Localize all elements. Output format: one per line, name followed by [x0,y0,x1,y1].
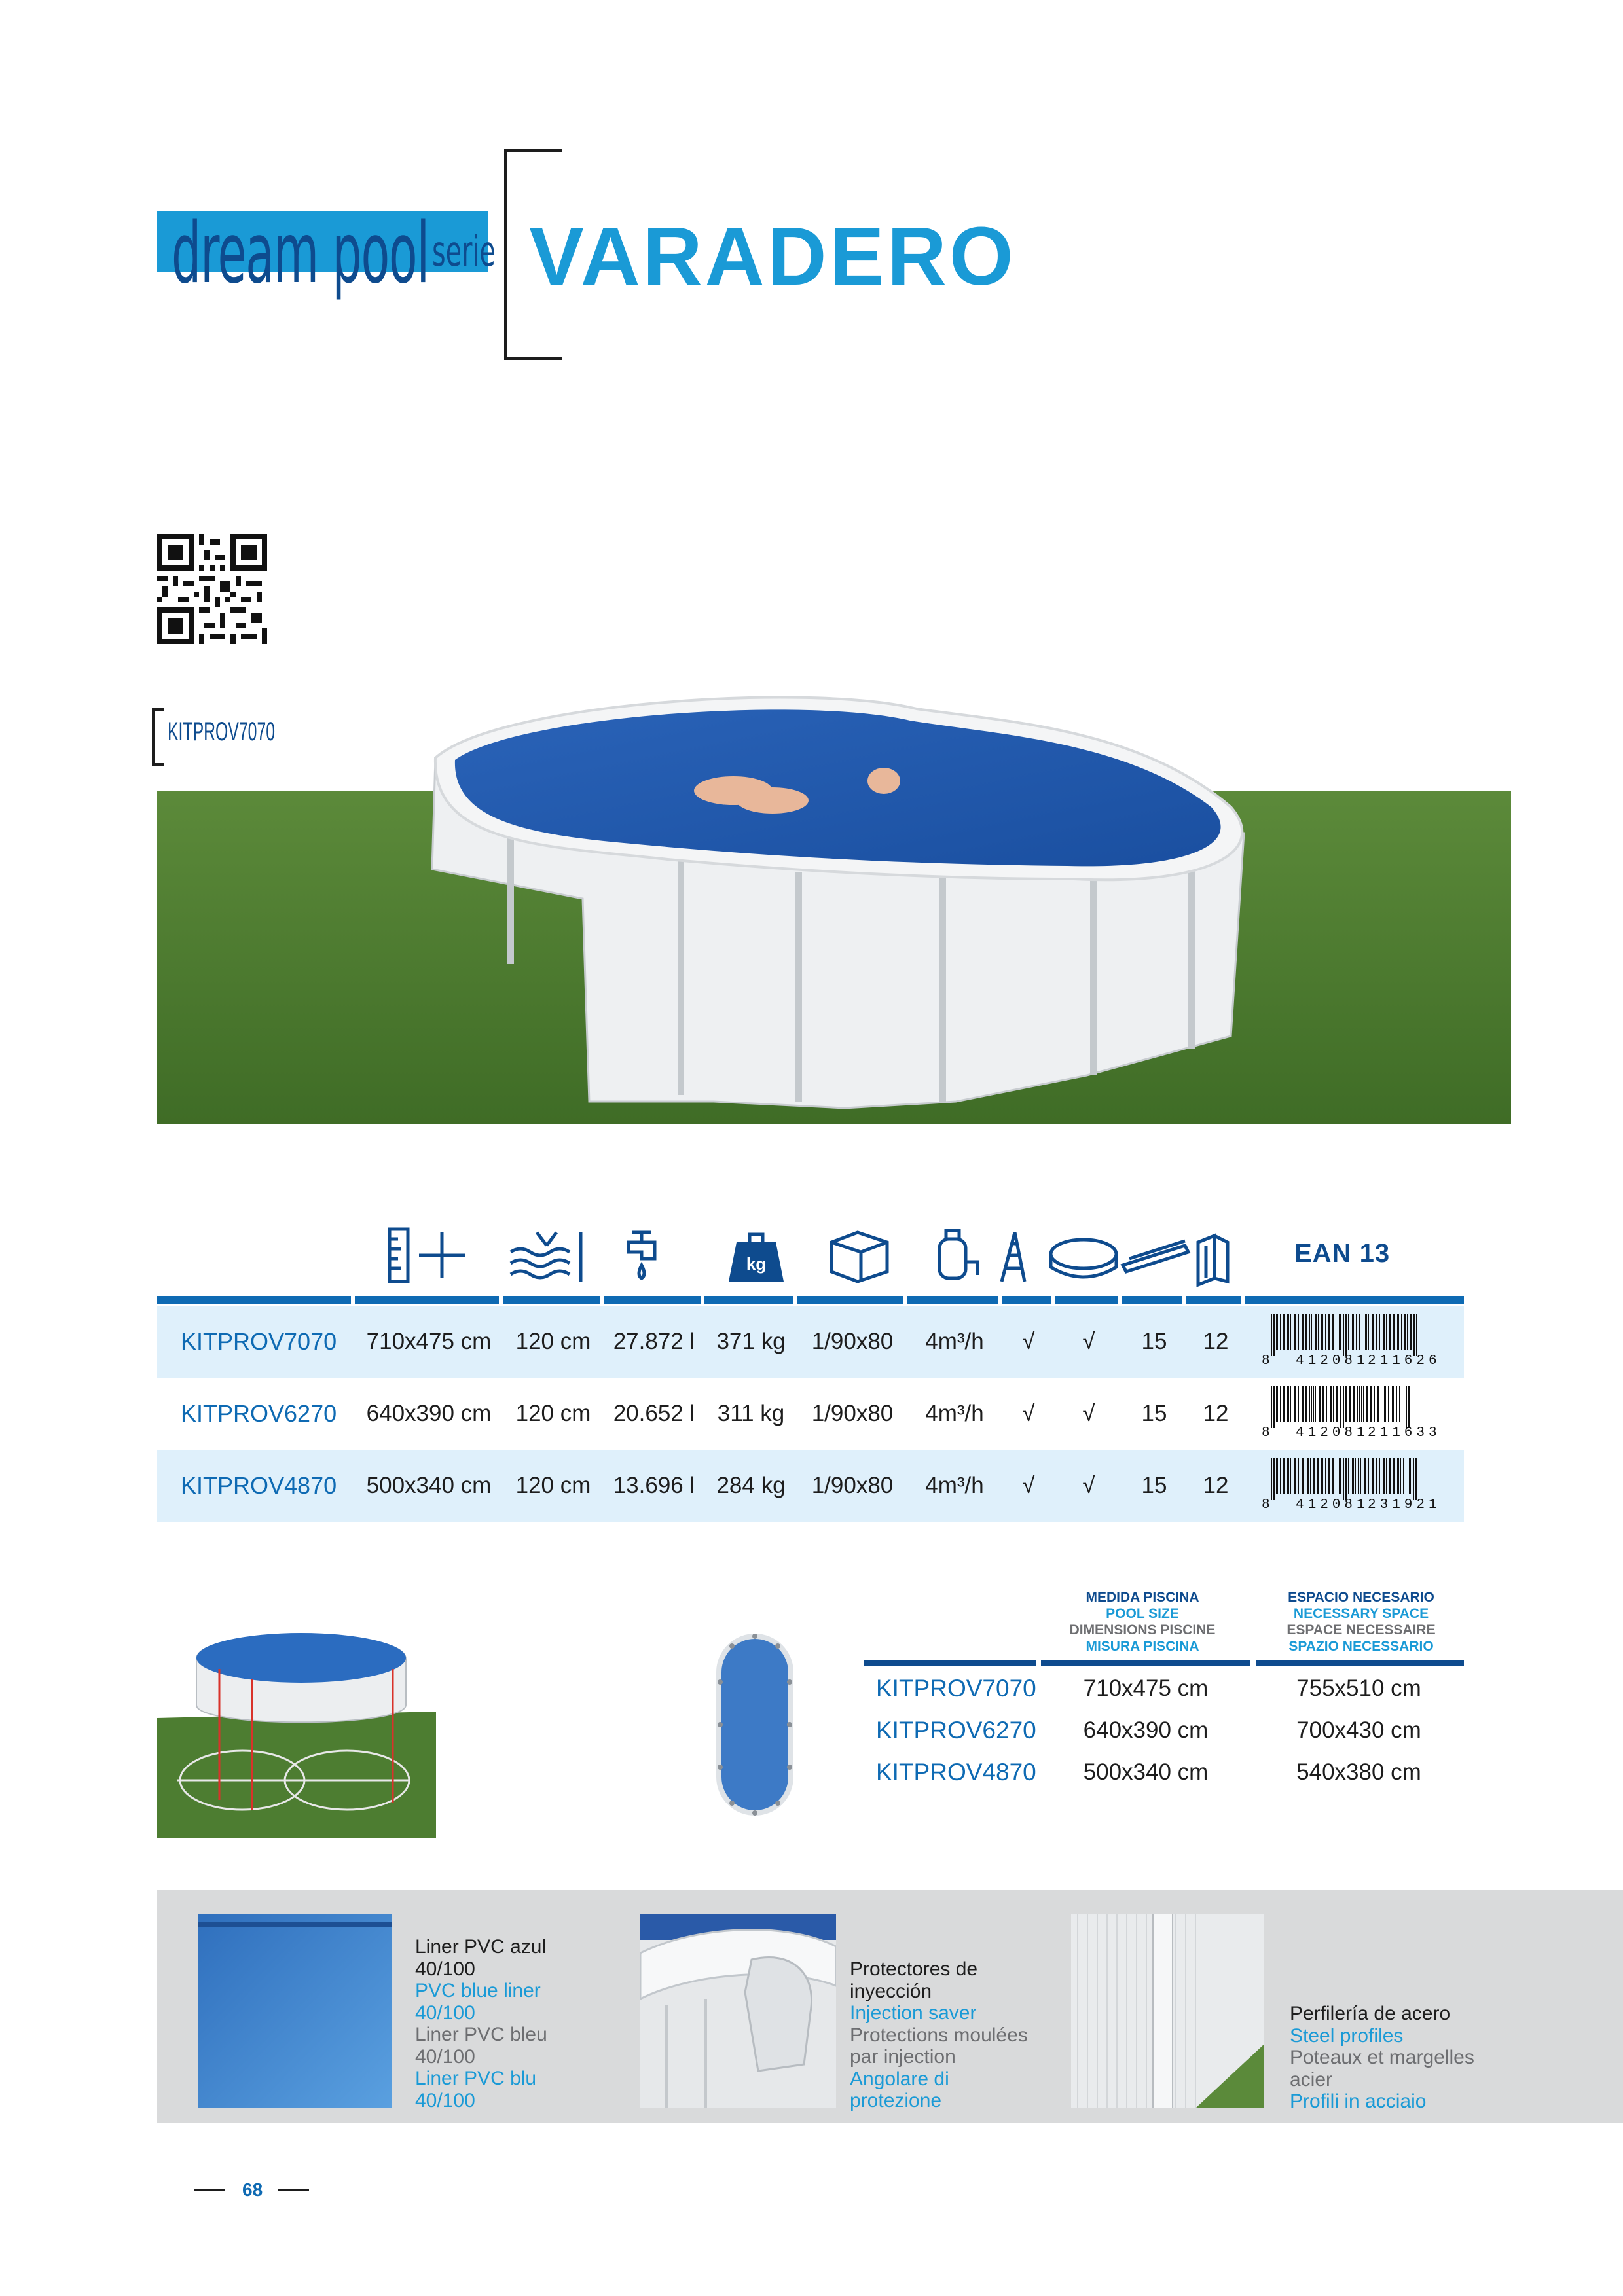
spec-cell-volume: 13.696 l [604,1450,704,1522]
spec-cell-box: 1/90x80 [797,1378,907,1450]
size-cell-code: KITPROV7070 [876,1675,1036,1702]
pool-top-view-diagram [712,1630,797,1820]
sheet-profile-icon [1123,1241,1188,1272]
ean-barcode-cell [1245,1306,1464,1378]
spec-cell-weight: 371 kg [704,1306,797,1378]
injection-saver-text [850,1958,1028,2112]
ean-barcode-cell [1245,1450,1464,1522]
size-table-row [864,1751,1464,1793]
spec-cell-cover: √ [1055,1306,1122,1378]
spec-cell-weight: 311 kg [704,1378,797,1450]
space-header [1258,1589,1464,1655]
spec-cell-size: 640x390 cm [355,1378,503,1450]
water-tap-icon [629,1232,655,1278]
spec-rule-seg [797,1296,903,1304]
spec-rule-seg [1122,1296,1182,1304]
accessory-line: Liner PVC blu [415,2068,537,2089]
size-cell-space: 700x430 cm [1296,1717,1421,1743]
accessory-line: 40/100 [415,2001,475,2024]
page-number-rule-right [278,2189,309,2191]
spec-table-row [157,1450,1464,1522]
size-cell-space: 755x510 cm [1296,1676,1421,1701]
qr-code [157,534,267,644]
pool-size-header [1038,1589,1247,1655]
spec-cell-height: 120 cm [503,1378,604,1450]
ean-digits: 412081 [1296,1497,1369,1511]
ean-digits: 231921 [1368,1497,1441,1511]
spec-rule-seg [1186,1296,1241,1304]
spec-rule-seg [157,1296,351,1304]
spec-cell-height: 120 cm [503,1306,604,1378]
ean-digits: 412081 [1296,1425,1369,1439]
size-table [864,1668,1464,1793]
spec-rule-seg [907,1296,998,1304]
spec-cell-box: 1/90x80 [797,1450,907,1522]
ean-barcode [1256,1312,1453,1367]
spec-cell-code: KITPROV4870 [157,1450,355,1522]
size-cell-pool: 500x340 cm [1083,1759,1209,1785]
accessory-line: protezione [850,2090,942,2111]
spec-cell-height: 120 cm [503,1450,604,1522]
accessory-line: Steel profiles [1290,2024,1404,2047]
ean-digits: 211633 [1368,1425,1441,1439]
accessory-line: Perfilería de acero [1290,2003,1451,2024]
space-header-es: ESPACIO NECESARIO [1288,1590,1434,1605]
installation-diagram [157,1613,436,1838]
spec-cell-ladder: √ [1002,1378,1055,1450]
spec-cell-ladder: √ [1002,1306,1055,1378]
ean-barcode-cell [1245,1378,1464,1450]
ladder-icon [1002,1232,1025,1282]
spec-cell-cover: √ [1055,1378,1122,1450]
sand-filter-icon [939,1230,977,1278]
spec-cell-weight: 284 kg [704,1450,797,1522]
spec-icons-row [157,1216,1464,1292]
spec-cell-c2: 12 [1186,1378,1245,1450]
spec-cell-code: KITPROV6270 [157,1378,355,1450]
spec-cell-code: KITPROV7070 [157,1306,355,1378]
accessory-line: par injection [850,2046,956,2068]
liner-photo [198,1914,392,2108]
spec-rule-seg [1055,1296,1118,1304]
injection-saver-photo [640,1914,836,2108]
ean-digits: 211626 [1368,1353,1441,1367]
spec-cell-c2: 12 [1186,1450,1245,1522]
size-table-row [864,1710,1464,1751]
accessory-line: PVC blue liner [415,1980,541,2001]
pool-photo [157,683,1511,1124]
spec-cell-volume: 20.652 l [604,1378,704,1450]
accessory-line: Angolare di [850,2068,949,2090]
accessory-line: acier [1290,2068,1333,2090]
size-cell-code: KITPROV4870 [876,1759,1036,1785]
page-title: VARADERO [529,210,1016,302]
size-rule-seg [864,1660,1036,1666]
accessory-line: Poteaux et margelles [1290,2047,1474,2068]
spec-cell-cover: √ [1055,1450,1122,1522]
photo-label-bracket [152,708,164,766]
steel-profile-text [1290,2003,1474,2113]
spec-cell-box: 1/90x80 [797,1306,907,1378]
size-cell-code: KITPROV6270 [876,1717,1036,1744]
pool-size-header-fr: DIMENSIONS PISCINE [1069,1623,1216,1638]
spec-table-row [157,1306,1464,1378]
steel-profile-photo [1071,1914,1264,2108]
ean-digits: 8 [1262,1497,1274,1511]
spec-cell-filter: 4m³/h [907,1450,1002,1522]
spec-rule-seg [355,1296,499,1304]
page-number: 68 [242,2179,263,2200]
spec-table-row [157,1378,1464,1450]
ean-barcode [1256,1456,1453,1511]
brand-name: dream pool [172,205,429,302]
spec-cell-c1: 15 [1122,1450,1186,1522]
pool-size-header-en: POOL SIZE [1106,1606,1179,1621]
spec-table [157,1306,1464,1522]
size-cell-pool: 640x390 cm [1083,1717,1209,1743]
liner-text [415,1936,547,2111]
photo-model-label: KITPROV7070 [168,717,276,746]
spec-cell-size: 710x475 cm [355,1306,503,1378]
size-rule-seg [1041,1660,1250,1666]
ean-barcode [1256,1384,1453,1439]
spec-rule-seg [1245,1296,1464,1304]
spec-cell-c1: 15 [1122,1378,1186,1450]
ruler-dimensions-icon [390,1229,465,1282]
accessory-line: inyección [850,1980,932,2002]
accessory-line: 40/100 [415,2045,475,2068]
pool-depth-icon [511,1232,581,1282]
spec-rule-seg [503,1296,600,1304]
accessory-line: Liner PVC azul [415,1936,547,1958]
pool-size-header-es: MEDIDA PISCINA [1085,1590,1199,1605]
pool-cover-icon [1051,1240,1116,1277]
ean-digits: 412081 [1296,1353,1369,1367]
ean-header: EAN 13 [1294,1239,1391,1268]
ean-digits: 8 [1262,1425,1274,1439]
spec-cell-c1: 15 [1122,1306,1186,1378]
spec-rule-seg [1002,1296,1051,1304]
spec-rule-seg [604,1296,701,1304]
ean-digits: 8 [1262,1353,1274,1367]
accessory-line: Liner PVC bleu [415,2024,547,2045]
pool-size-header-it: MISURA PISCINA [1085,1639,1199,1654]
accessory-line: 40/100 [415,1958,475,1980]
spec-cell-volume: 27.872 l [604,1306,704,1378]
accessory-line: 40/100 [415,2089,475,2111]
spec-rule-seg [704,1296,793,1304]
weight-kg-icon [729,1234,784,1282]
box-package-icon [831,1232,887,1282]
accessory-line: Profili in acciaio [1290,2090,1427,2112]
size-cell-pool: 710x475 cm [1083,1676,1209,1701]
accessory-line: Injection saver [850,2002,977,2024]
weight-kg-text: kg [746,1254,767,1274]
spec-cell-filter: 4m³/h [907,1378,1002,1450]
size-cell-space: 540x380 cm [1296,1759,1421,1785]
page-number-rule-left [194,2189,225,2191]
serie-label: serie [432,228,496,276]
space-header-fr: ESPACE NECESSAIRE [1286,1623,1436,1638]
spec-cell-filter: 4m³/h [907,1306,1002,1378]
spec-cell-c2: 12 [1186,1306,1245,1378]
space-header-en: NECESSARY SPACE [1293,1606,1429,1621]
spec-cell-ladder: √ [1002,1450,1055,1522]
upright-post-icon [1198,1236,1228,1285]
size-rule-seg [1256,1660,1464,1666]
spec-cell-size: 500x340 cm [355,1450,503,1522]
size-table-row [864,1668,1464,1710]
space-header-it: SPAZIO NECESSARIO [1288,1639,1434,1654]
accessory-line: Protectores de [850,1958,978,1980]
accessory-line: Protections moulées [850,2024,1028,2046]
